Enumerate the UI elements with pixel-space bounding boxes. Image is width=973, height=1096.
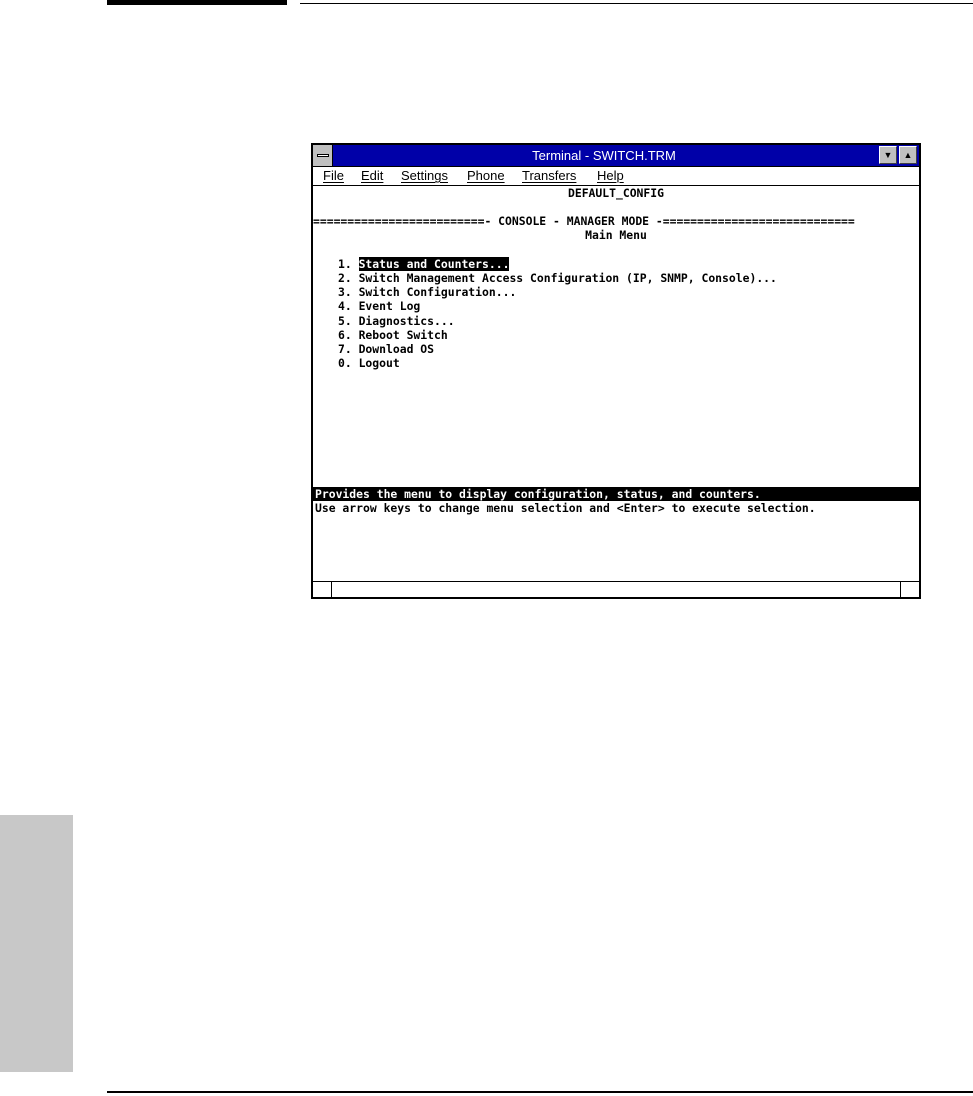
help-line: Provides the menu to display configuration, status, and counters. (313, 487, 919, 501)
terminal-screen[interactable] (313, 186, 919, 581)
menu-bar (313, 167, 919, 186)
menu-item-switch-configuration[interactable]: 3. Switch Configuration... (338, 285, 517, 299)
menu-item-status-counters[interactable] (338, 257, 509, 271)
horizontal-scrollbar[interactable] (313, 581, 919, 597)
maximize-button[interactable] (899, 146, 917, 164)
menu-item-diagnostics[interactable]: 5. Diagnostics... (338, 314, 455, 328)
menu-file[interactable]: File (323, 168, 344, 183)
menu-item-reboot-switch[interactable]: 6. Reboot Switch (338, 328, 448, 342)
menu-item-event-log[interactable]: 4. Event Log (338, 299, 421, 313)
menu-help[interactable]: Help (597, 168, 624, 183)
scroll-right-edge (900, 582, 901, 597)
window-title: Terminal - SWITCH.TRM (532, 148, 676, 163)
menu-item-management-access[interactable]: 2. Switch Management Access Configuration (IP, SNMP, Console)... (338, 271, 777, 285)
system-menu-button[interactable] (313, 145, 333, 166)
menu-item-number: 1. (338, 257, 359, 271)
header-rule-thick (107, 0, 287, 5)
menu-item-selected-label: Status and Counters... (358, 257, 510, 271)
footer-rule (107, 1091, 973, 1093)
menu-item-logout[interactable]: 0. Logout (338, 356, 400, 370)
menu-item-download-os[interactable]: 7. Download OS (338, 342, 435, 356)
instruction-line: Use arrow keys to change menu selection and <Enter> to execute selection. (315, 501, 816, 515)
minimize-icon: ▼ (883, 150, 893, 160)
minimize-button[interactable] (879, 146, 897, 164)
title-bar[interactable] (313, 145, 919, 167)
terminal-window (311, 143, 921, 599)
header-rule-thin (300, 3, 973, 4)
system-name: DEFAULT_CONFIG (567, 186, 664, 200)
menu-transfers[interactable]: Transfers (522, 168, 577, 183)
side-tab-marker (0, 815, 73, 1072)
system-menu-icon (317, 154, 329, 157)
mode-banner: =========================- CONSOLE - MANAGER MODE -============================ (313, 214, 855, 228)
menu-edit[interactable]: Edit (361, 168, 384, 183)
maximize-icon: ▲ (903, 150, 913, 160)
menu-title: Main Menu (585, 228, 647, 242)
scroll-left-edge (331, 582, 332, 597)
menu-phone[interactable]: Phone (467, 168, 505, 183)
menu-settings[interactable]: Settings (401, 168, 448, 183)
